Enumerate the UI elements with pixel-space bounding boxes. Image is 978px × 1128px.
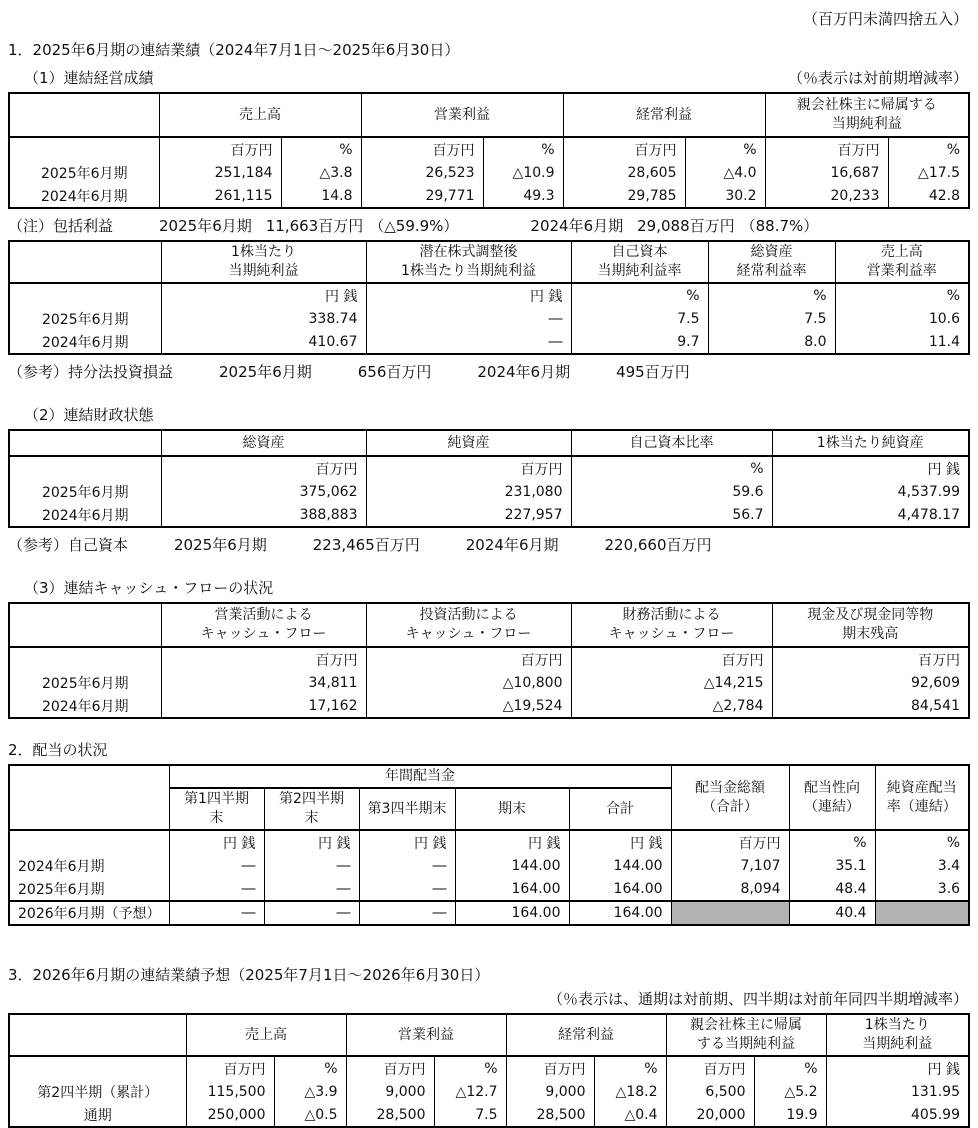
unit-cell: 円 銭 (455, 830, 569, 854)
unit-cell: 百万円 (671, 830, 789, 854)
cash-flow-table (8, 602, 970, 719)
col-group-label: 営業利益 (398, 1026, 454, 1043)
col-label: 率（連結） (886, 798, 957, 815)
value-cell: 388,883 (161, 503, 366, 527)
value-cell: 14.8 (281, 184, 361, 208)
col-q1-end: 第1四半期末 (169, 788, 264, 830)
value-cell: △4.0 (685, 161, 765, 184)
note-prefix: （参考）自己資本 (8, 536, 129, 554)
corner-cell (9, 93, 159, 137)
col-total-assets (161, 430, 366, 456)
col-label: 配当金総額 (695, 779, 766, 796)
col-eps (161, 241, 366, 283)
col-label: 自己資本比率 (629, 434, 714, 451)
note-period: 2024年6月期 (465, 536, 559, 554)
unit-cell: % (835, 283, 969, 307)
value-cell: ― (264, 901, 359, 925)
value-cell: ― (366, 307, 571, 330)
rounding-note: （百万円未満四捨五入） (802, 10, 968, 28)
results-subtitle-row (0, 67, 978, 88)
own-capital-note (8, 534, 978, 555)
col-group-label: 経常利益 (558, 1026, 614, 1043)
data-row-fy2024 (9, 503, 969, 527)
data-row-full-year (9, 1103, 969, 1127)
value-cell: 4,537.99 (772, 480, 969, 503)
unit-cell: 円 銭 (264, 830, 359, 854)
value-cell: ― (359, 854, 455, 877)
value-cell: 3.4 (875, 854, 969, 877)
period-label-cell: 2024年6月期 (9, 184, 159, 208)
data-row-fy2025 (9, 307, 969, 330)
value-cell: 375,062 (161, 480, 366, 503)
value-cell: 29,771 (361, 184, 483, 208)
col-label: 当期純利益 (228, 263, 299, 279)
col-q2-end: 第2四半期末 (264, 788, 359, 830)
col-label: 投資活動による (419, 607, 518, 623)
unit-cell: 円 銭 (826, 1056, 969, 1080)
section3-title: 3．2026年6月期の連結業績予想（2025年7月1日～2026年6月30日） (8, 966, 490, 984)
value-cell: △3.8 (281, 161, 361, 184)
unit-row (9, 137, 969, 161)
col-group-label: 営業利益 (434, 106, 490, 123)
col-group-label: 売上高 (245, 1026, 287, 1043)
value-cell: 231,080 (366, 480, 571, 503)
col-label: 経常利益率 (736, 263, 807, 279)
unit-cell: % (571, 283, 708, 307)
value-cell: ― (169, 901, 264, 925)
unit-cell: 百万円 (161, 647, 366, 671)
value-cell: △12.7 (434, 1080, 506, 1103)
value-cell: ― (359, 877, 455, 901)
value-cell: 48.4 (789, 877, 875, 901)
empty-cell (9, 647, 161, 671)
value-cell: 84,541 (772, 694, 969, 718)
note-pct: （88.7%） (740, 217, 819, 235)
unit-cell: 百万円 (159, 137, 281, 161)
col-label: 純資産 (447, 434, 490, 451)
value-cell: △2,784 (571, 694, 772, 718)
value-cell: 144.00 (455, 854, 569, 877)
value-cell: 9.7 (571, 330, 708, 354)
unit-cell: 円 銭 (161, 283, 366, 307)
col-payout-ratio (789, 765, 875, 830)
value-cell: 7.5 (434, 1103, 506, 1127)
note-period: 2024年6月期 (530, 217, 624, 235)
unit-cell: 百万円 (765, 137, 888, 161)
col-doe (875, 765, 969, 830)
value-cell: 8.0 (708, 330, 835, 354)
period-label-cell: 2024年6月期 (9, 503, 161, 527)
value-cell: ― (169, 877, 264, 901)
value-cell: 9,000 (506, 1080, 594, 1103)
col-label: 営業利益率 (866, 263, 937, 279)
note-prefix: （参考）持分法投資損益 (8, 363, 174, 381)
note-pct: （△59.9%） (369, 217, 459, 235)
data-row-fy2026-forecast (9, 901, 969, 925)
section1-title: 1．2025年6月期の連結業績（2024年7月1日～2025年6月30日） (8, 41, 460, 59)
value-cell: △0.4 (594, 1103, 666, 1127)
unit-cell: 円 銭 (772, 456, 969, 480)
note-value: 220,660百万円 (604, 536, 712, 554)
data-row-fy2024 (9, 184, 969, 208)
period-label-cell: 通期 (9, 1103, 186, 1127)
unit-cell: % (571, 456, 772, 480)
unit-row (9, 647, 969, 671)
col-roe (571, 241, 708, 283)
unit-cell: 円 銭 (366, 283, 571, 307)
col-group-label: 当期純利益 (831, 116, 902, 132)
col-cash-equivalents (772, 603, 969, 647)
period-label-cell: 2026年6月期（予想） (9, 901, 169, 925)
value-cell: 3.6 (875, 877, 969, 901)
value-cell: 10.6 (835, 307, 969, 330)
col-label: 1株当たり純資産 (816, 434, 924, 451)
unit-cell: 円 銭 (169, 830, 264, 854)
value-cell: 28,605 (563, 161, 685, 184)
value-cell: 144.00 (569, 854, 671, 877)
note-period: 2025年6月期 (174, 536, 267, 554)
empty-cell (9, 1056, 186, 1080)
value-cell: 20,000 (666, 1103, 754, 1127)
value-cell: 26,523 (361, 161, 483, 184)
results-subtitle: （1）連結経営成績 (24, 69, 154, 87)
value-cell: 17,162 (161, 694, 366, 718)
value-cell: 19.9 (754, 1103, 826, 1127)
forecast-table (8, 1013, 970, 1128)
col-equity-ratio (571, 430, 772, 456)
col-investing-cf (366, 603, 571, 647)
value-cell: 251,184 (159, 161, 281, 184)
corner-cell (9, 1014, 186, 1056)
value-cell: 28,500 (346, 1103, 434, 1127)
note-value: 223,465百万円 (312, 536, 420, 554)
value-cell: 35.1 (789, 854, 875, 877)
col-label: 純資産配当 (886, 779, 957, 796)
col-group-net-income (765, 93, 969, 137)
unit-cell: % (708, 283, 835, 307)
value-cell: △17.5 (888, 161, 969, 184)
col-group-ordinary-income (563, 93, 765, 137)
unit-cell: 百万円 (346, 1056, 434, 1080)
col-label: キャッシュ・フロー (200, 626, 327, 642)
col-group-operating-income (361, 93, 563, 137)
header-row-1 (9, 765, 969, 788)
empty-cell (9, 283, 161, 307)
value-cell: △19,524 (366, 694, 571, 718)
col-group-eps (826, 1014, 969, 1056)
data-row-fy2025 (9, 671, 969, 694)
value-cell: 49.3 (483, 184, 563, 208)
note-prefix: （注）包括利益 (8, 217, 114, 235)
value-cell: △10.9 (483, 161, 563, 184)
unit-cell: % (685, 137, 765, 161)
unit-cell: 円 銭 (359, 830, 455, 854)
unit-cell: 百万円 (571, 647, 772, 671)
value-cell: 164.00 (455, 877, 569, 901)
position-subtitle: （2）連結財政状態 (24, 406, 154, 424)
period-label-cell: 2025年6月期 (9, 877, 169, 901)
col-bps (772, 430, 969, 456)
value-cell: 261,115 (159, 184, 281, 208)
period-label-cell: 2024年6月期 (9, 694, 161, 718)
col-label: （連結） (804, 798, 861, 815)
value-cell: 7.5 (571, 307, 708, 330)
header-row (9, 1014, 969, 1056)
forecast-pct-note: （％表示は、通期は対前期、四半期は対前年同四半期増減率） (547, 990, 968, 1008)
corner-cell (9, 241, 161, 283)
col-year-end: 期末 (455, 788, 569, 830)
shaded-empty-cell (671, 901, 789, 925)
unit-cell: 百万円 (506, 1056, 594, 1080)
value-cell: 115,500 (186, 1080, 274, 1103)
empty-cell (9, 830, 169, 854)
consolidated-results-table (8, 92, 970, 209)
col-group-sales (186, 1014, 346, 1056)
col-label: 財務活動による (622, 607, 721, 623)
value-cell: 131.95 (826, 1080, 969, 1103)
unit-cell: 百万円 (366, 456, 571, 480)
header-row (9, 603, 969, 647)
value-cell: 42.8 (888, 184, 969, 208)
col-diluted-eps (366, 241, 571, 283)
note-value: 656百万円 (357, 363, 432, 381)
value-cell: △0.5 (274, 1103, 346, 1127)
corner-cell (9, 603, 161, 647)
data-row-fy2025 (9, 161, 969, 184)
col-label: 1株当たり当期純利益 (401, 263, 536, 279)
data-row-fy2024 (9, 694, 969, 718)
value-cell: 7.5 (708, 307, 835, 330)
value-cell: △18.2 (594, 1080, 666, 1103)
col-total: 合計 (569, 788, 671, 830)
value-cell: 164.00 (569, 901, 671, 925)
value-cell: ― (264, 877, 359, 901)
col-group-label: 親会社株主に帰属 (690, 1017, 802, 1033)
value-cell: ― (264, 854, 359, 877)
data-row-h1-cumulative (9, 1080, 969, 1103)
period-label-cell: 2024年6月期 (9, 854, 169, 877)
value-cell: 6,500 (666, 1080, 754, 1103)
per-share-ratio-table (8, 240, 970, 355)
value-cell: △14,215 (571, 671, 772, 694)
unit-row (9, 1056, 969, 1080)
col-label: 売上高 (880, 244, 923, 260)
comprehensive-income-note (8, 215, 978, 236)
unit-cell: 円 銭 (569, 830, 671, 854)
col-label: （合計） (702, 798, 759, 815)
value-cell: 9,000 (346, 1080, 434, 1103)
col-group-operating-income (346, 1014, 506, 1056)
empty-cell (9, 456, 161, 480)
note-value: 495百万円 (616, 363, 690, 381)
unit-row (9, 456, 969, 480)
value-cell: 7,107 (671, 854, 789, 877)
value-cell: 8,094 (671, 877, 789, 901)
note-period: 2025年6月期 (159, 217, 252, 235)
note-value: 11,663百万円 (265, 217, 364, 235)
value-cell: 4,478.17 (772, 503, 969, 527)
col-group-label: 1株当たり (864, 1017, 930, 1033)
unit-cell: % (888, 137, 969, 161)
period-label-cell: 2025年6月期 (9, 480, 161, 503)
data-row-fy2024 (9, 854, 969, 877)
value-cell: 28,500 (506, 1103, 594, 1127)
unit-cell: 百万円 (772, 647, 969, 671)
col-group-annual-dividend: 年間配当金 (169, 765, 671, 788)
value-cell: 410.67 (161, 330, 366, 354)
value-cell: ― (359, 901, 455, 925)
note-value: 29,088百万円 (637, 217, 735, 235)
period-label-cell: 2025年6月期 (9, 671, 161, 694)
unit-cell: % (434, 1056, 506, 1080)
unit-row (9, 283, 969, 307)
corner-cell (9, 430, 161, 456)
unit-cell: % (483, 137, 563, 161)
value-cell: 59.6 (571, 480, 772, 503)
value-cell: △10,800 (366, 671, 571, 694)
period-label-cell: 2025年6月期 (9, 161, 159, 184)
empty-cell (9, 137, 159, 161)
col-dividend-total (671, 765, 789, 830)
unit-cell: 百万円 (186, 1056, 274, 1080)
value-cell: 338.74 (161, 307, 366, 330)
period-label-cell: 第2四半期（累計） (9, 1080, 186, 1103)
data-row-fy2025 (9, 480, 969, 503)
header-row (9, 241, 969, 283)
value-cell: 164.00 (455, 901, 569, 925)
col-label: 配当性向 (804, 779, 861, 796)
col-group-label: 親会社株主に帰属する (796, 97, 937, 113)
value-cell: 92,609 (772, 671, 969, 694)
col-group-label: 経常利益 (636, 106, 692, 123)
equity-method-note (8, 361, 978, 382)
col-label: 1株当たり (231, 244, 296, 260)
header-row (9, 430, 969, 456)
value-cell: 30.2 (685, 184, 765, 208)
col-net-assets (366, 430, 571, 456)
value-cell: 20,233 (765, 184, 888, 208)
col-q3-end: 第3四半期末 (359, 788, 455, 830)
unit-cell: 百万円 (361, 137, 483, 161)
col-group-sales (159, 93, 361, 137)
data-row-fy2024 (9, 330, 969, 354)
financial-position-table (8, 429, 970, 528)
col-label: 営業活動による (214, 607, 313, 623)
col-group-label: 売上高 (239, 106, 281, 123)
value-cell: 16,687 (765, 161, 888, 184)
unit-cell: 百万円 (666, 1056, 754, 1080)
value-cell: 250,000 (186, 1103, 274, 1127)
unit-cell: % (789, 830, 875, 854)
col-group-label: する当期純利益 (697, 1036, 795, 1052)
col-label: 自己資本 (611, 244, 668, 260)
value-cell: 56.7 (571, 503, 772, 527)
value-cell: 40.4 (789, 901, 875, 925)
value-cell: △5.2 (754, 1080, 826, 1103)
note-period: 2024年6月期 (477, 363, 571, 381)
col-label: 総資産 (242, 434, 285, 451)
shaded-empty-cell (875, 901, 969, 925)
col-label: 現金及び現金同等物 (807, 607, 934, 623)
period-label-cell: 2025年6月期 (9, 307, 161, 330)
col-label: 総資産 (750, 244, 793, 260)
unit-cell: % (875, 830, 969, 854)
note-period: 2025年6月期 (219, 363, 312, 381)
section2-title: 2．配当の状況 (8, 741, 108, 759)
col-group-label: 当期純利益 (862, 1036, 933, 1052)
unit-cell: % (594, 1056, 666, 1080)
col-label: キャッシュ・フロー (608, 626, 735, 642)
period-label-cell: 2024年6月期 (9, 330, 161, 354)
data-row-fy2025 (9, 877, 969, 901)
unit-row (9, 830, 969, 854)
value-cell: 34,811 (161, 671, 366, 694)
unit-cell: 百万円 (366, 647, 571, 671)
col-group-net-income (666, 1014, 826, 1056)
col-label: 潜在株式調整後 (419, 244, 518, 260)
value-cell: 11.4 (835, 330, 969, 354)
col-operating-cf (161, 603, 366, 647)
col-group-ordinary-income (506, 1014, 666, 1056)
value-cell: ― (169, 854, 264, 877)
unit-cell: % (281, 137, 361, 161)
corner-cell (9, 765, 169, 830)
value-cell: ― (366, 330, 571, 354)
value-cell: 405.99 (826, 1103, 969, 1127)
unit-cell: 百万円 (563, 137, 685, 161)
col-label: キャッシュ・フロー (405, 626, 532, 642)
col-financing-cf (571, 603, 772, 647)
header-row (9, 93, 969, 137)
value-cell: 227,957 (366, 503, 571, 527)
unit-cell: % (754, 1056, 826, 1080)
unit-cell: 百万円 (161, 456, 366, 480)
dividends-table (8, 764, 970, 926)
unit-cell: % (274, 1056, 346, 1080)
value-cell: 164.00 (569, 877, 671, 901)
cashflow-subtitle: （3）連結キャッシュ・フローの状況 (24, 579, 274, 597)
col-roa (708, 241, 835, 283)
value-cell: △3.9 (274, 1080, 346, 1103)
col-label: 期末残高 (842, 626, 899, 642)
results-pct-note: （％表示は対前期増減率） (787, 69, 968, 87)
value-cell: 29,785 (563, 184, 685, 208)
col-operating-margin (835, 241, 969, 283)
col-label: 当期純利益率 (597, 263, 682, 279)
